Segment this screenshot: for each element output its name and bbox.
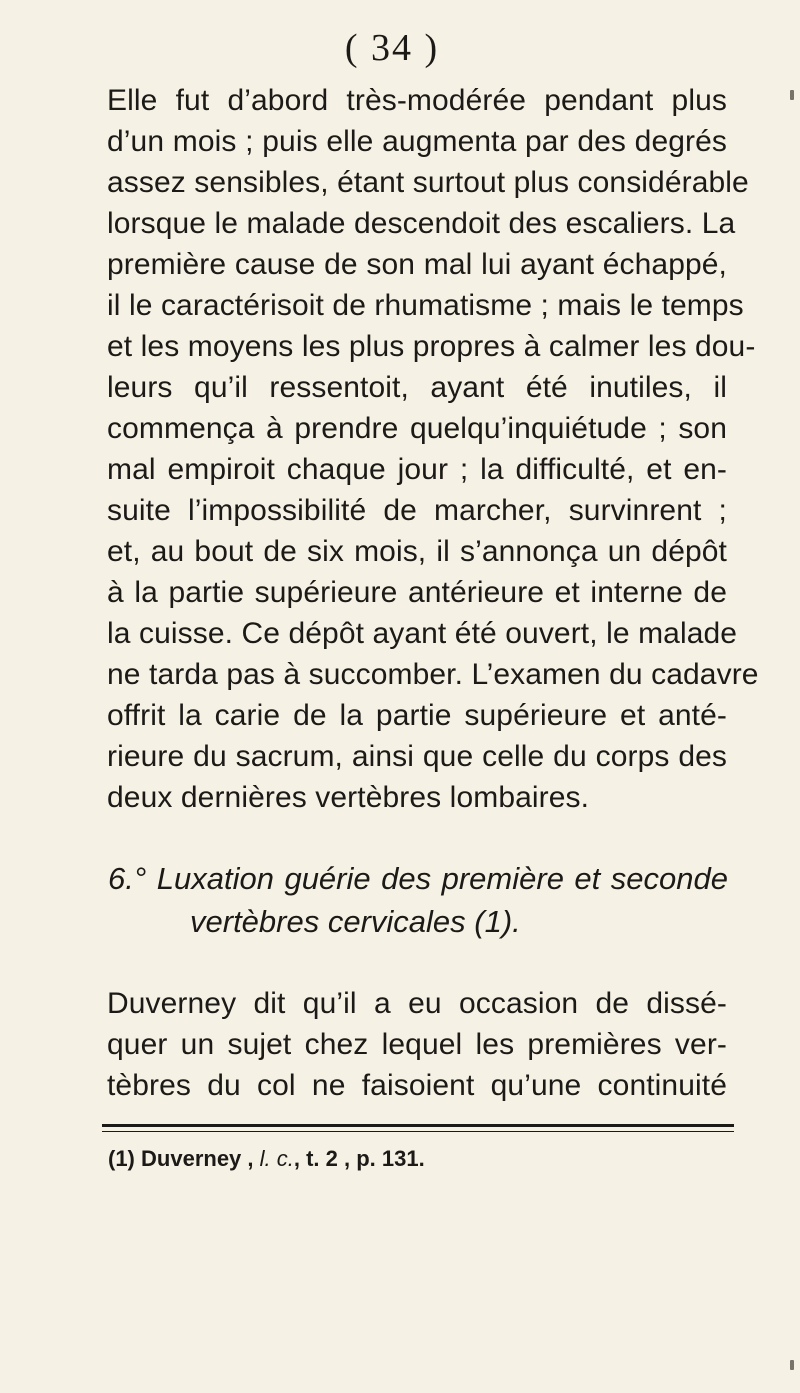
- paragraph-2-line: tèbres du col ne faisoient qu’une continuité: [107, 1069, 727, 1102]
- footnote-reference: l. c.: [259, 1146, 294, 1171]
- paragraph-1-line: lorsque le malade descendoit des escaliers. La: [107, 207, 736, 240]
- footnote-rule-thin: [102, 1131, 734, 1132]
- footnote-rule-thick: [102, 1124, 734, 1127]
- footnote-marker: (1): [108, 1146, 135, 1171]
- paragraph-2-line: Duverney dit qu’il a eu occasion de dissé-: [107, 987, 727, 1020]
- paragraph-1-line: leurs qu’il ressentoit, ayant été inutiles, il: [107, 371, 727, 404]
- paragraph-1-line: suite l’impossibilité de marcher, survinrent ;: [107, 494, 727, 527]
- paragraph-1-line: Elle fut d’abord très-modérée pendant plus: [107, 84, 727, 117]
- paragraph-1-line: offrit la carie de la partie supérieure et anté-: [107, 699, 727, 732]
- paragraph-1-last-line: deux dernières vertèbres lombaires.: [107, 781, 590, 814]
- section-heading-line-1: 6.° Luxation guérie des première et seconde: [108, 861, 728, 896]
- paragraph-1-line: et, au bout de six mois, il s’annonça un dépôt: [107, 535, 727, 568]
- paragraph-1-line: commença à prendre quelqu’inquiétude ; son: [107, 412, 727, 445]
- page-number: ( 34 ): [344, 27, 440, 69]
- footnote: [108, 1145, 425, 1173]
- paragraph-1-line: ne tarda pas à succomber. L’examen du cadavre: [107, 658, 759, 691]
- paragraph-2-line: quer un sujet chez lequel les premières ver-: [107, 1028, 727, 1061]
- paragraph-1-line: mal empiroit chaque jour ; la difficulté, et en-: [107, 453, 727, 486]
- paragraph-1-line: assez sensibles, étant surtout plus considérable: [107, 166, 749, 199]
- footnote-author: Duverney ,: [141, 1146, 254, 1171]
- paragraph-1-line: à la partie supérieure antérieure et interne de: [107, 576, 727, 609]
- page-edge-mark: [790, 90, 794, 100]
- paragraph-1-line: rieure du sacrum, ainsi que celle du corps des: [107, 740, 727, 773]
- footnote-location: , t. 2 , p. 131.: [293, 1146, 425, 1171]
- page-edge-mark: [790, 1360, 794, 1370]
- paragraph-1-line: et les moyens les plus propres à calmer les dou-: [107, 330, 756, 363]
- paragraph-1-line: première cause de son mal lui ayant échappé,: [107, 248, 727, 281]
- paragraph-1-line: d’un mois ; puis elle augmenta par des degrés: [107, 125, 727, 158]
- paragraph-1-line: il le caractérisoit de rhumatisme ; mais le temps: [107, 289, 744, 322]
- section-heading-line-2: vertèbres cervicales (1).: [190, 904, 521, 939]
- paragraph-1-line: la cuisse. Ce dépôt ayant été ouvert, le malade: [107, 617, 738, 650]
